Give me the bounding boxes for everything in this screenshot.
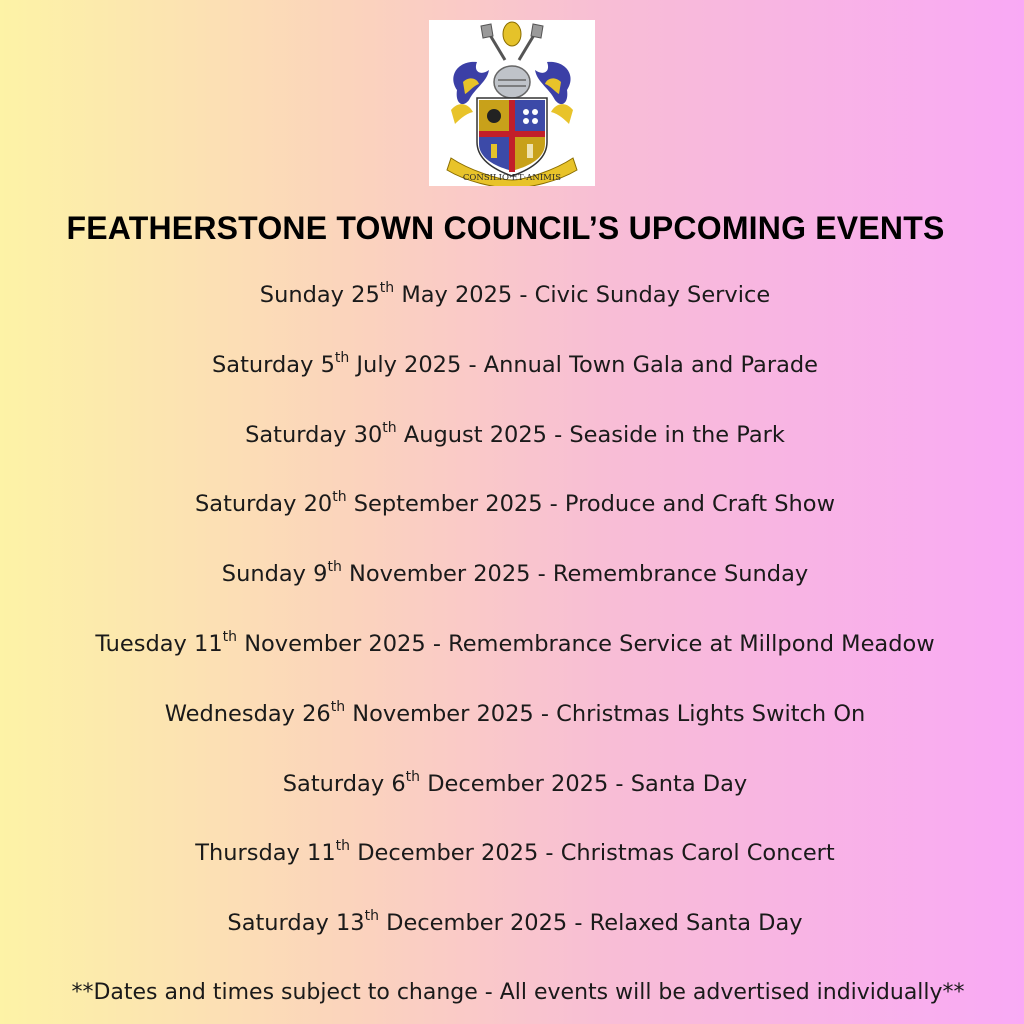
event-date-number: 13 [335,910,365,936]
event-date-number: 25 [351,282,380,308]
event-day: Saturday [227,910,329,936]
event-details: December 2025 - Santa Day [427,771,748,797]
event-date-number: 6 [391,771,406,797]
event-item [0,282,1024,308]
event-item [0,771,1024,797]
event-item [0,631,1024,657]
event-date-suffix: th [334,350,350,366]
disclaimer-note: **Dates and times subject to change - All events will be advertised individually** [71,980,965,1005]
event-date-number: 20 [303,491,333,517]
coat-of-arms-icon [429,20,595,186]
event-day: Thursday [195,840,300,866]
event-item [0,561,1024,587]
event-item [0,910,1024,936]
helmet-icon [494,66,530,98]
event-details: November 2025 - Remembrance Sunday [349,561,809,587]
event-date-number: 30 [353,422,383,448]
event-details: July 2025 - Annual Town Gala and Parade [356,352,818,378]
event-item [0,840,1024,866]
event-day: Saturday [212,352,314,378]
event-day: Sunday [259,282,344,308]
event-date-number: 11 [194,631,223,657]
event-item [0,701,1024,727]
event-details: August 2025 - Seaside in the Park [403,422,785,448]
event-details: May 2025 - Civic Sunday Service [401,282,771,308]
event-date-suffix: th [327,559,342,575]
event-date-suffix: th [382,420,397,436]
event-date-number: 11 [307,840,336,866]
event-date-suffix: th [330,699,346,715]
event-item [0,491,1024,517]
event-details: November 2025 - Christmas Lights Switch On [352,701,866,727]
event-details: November 2025 - Remembrance Service at Millpond Meadow [244,631,935,657]
event-date-number: 9 [313,561,328,587]
event-date-number: 5 [320,352,335,378]
crest-motto: CONSILIO·ET·ANIMIS [462,173,562,183]
event-date-suffix: th [405,769,421,785]
shield-icon [477,98,547,176]
event-item [0,352,1024,378]
event-day: Sunday [221,561,306,587]
council-crest-logo [429,20,595,186]
event-day: Tuesday [95,631,187,657]
event-date-suffix: th [335,838,351,854]
event-day: Wednesday [164,701,295,727]
event-day: Saturday [245,422,347,448]
event-date-suffix: th [379,280,395,296]
event-day: Saturday [195,491,297,517]
event-details: December 2025 - Christmas Carol Concert [357,840,835,866]
event-item [0,422,1024,448]
event-day: Saturday [282,771,385,797]
event-date-suffix: th [332,489,347,505]
event-date-number: 26 [302,701,331,727]
event-details: December 2025 - Relaxed Santa Day [386,910,803,936]
page-title: FEATHERSTONE TOWN COUNCIL’S UPCOMING EVENTS [66,210,945,246]
event-details: September 2025 - Produce and Craft Show [353,491,835,517]
event-date-suffix: th [364,908,379,924]
event-date-suffix: th [222,629,238,645]
